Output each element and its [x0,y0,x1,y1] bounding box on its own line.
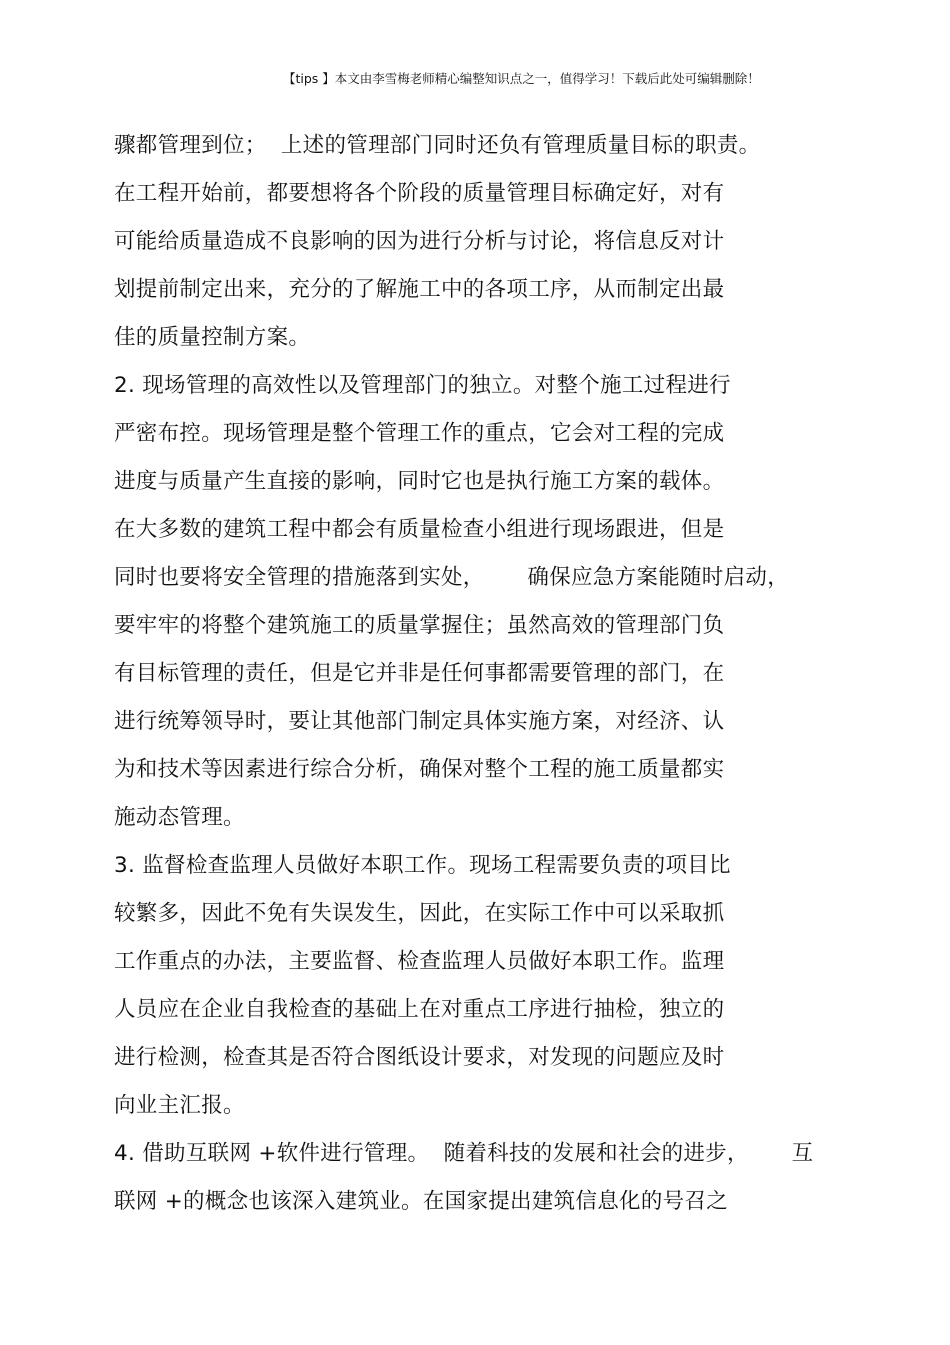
text-line: 4. 借助互联网 +软件进行管理。 随着科技的发展和社会的进步， 互 [114,1141,814,1166]
text-line: 较繁多，因此不免有失误发生，因此，在实际工作中可以采取抓 [114,901,725,926]
text-line: 有目标管理的责任，但是它并非是任何事都需要管理的部门，在 [114,661,725,686]
text-line: 在大多数的建筑工程中都会有质量检查小组进行现场跟进，但是 [114,517,725,542]
text-line: 佳的质量控制方案。 [114,325,311,350]
text-line: 要牢牢的将整个建筑施工的质量掌握住；虽然高效的管理部门负 [114,613,725,638]
text-line: 施动态管理。 [114,805,245,830]
document-body [114,127,874,1231]
text-line: 进行统筹领导时，要让其他部门制定具体实施方案，对经济、认 [114,709,725,734]
text-line: 2. 现场管理的高效性以及管理部门的独立。对整个施工过程进行 [114,373,731,398]
text-line: 骤都管理到位； 上述的管理部门同时还负有管理质量目标的职责。 [114,133,761,158]
text-line: 进度与质量产生直接的影响，同时它也是执行施工方案的载体。 [114,469,725,494]
text-line: 向业主汇报。 [114,1093,245,1118]
text-line: 划提前制定出来，充分的了解施工中的各项工序，从而制定出最 [114,277,725,302]
text-line: 可能给质量造成不良影响的因为进行分析与讨论，将信息反对计 [114,229,725,254]
header-tip: 【tips 】本文由李雪梅老师精心编整知识点之一，值得学习！下载后此处可编辑删除！ [283,71,760,86]
text-line: 3. 监督检查监理人员做好本职工作。现场工程需要负责的项目比 [114,853,731,878]
text-line: 人员应在企业自我检查的基础上在对重点工序进行抽检，独立的 [114,997,725,1022]
text-line: 工作重点的办法，主要监督、检查监理人员做好本职工作。监理 [114,949,725,974]
text-line: 进行检测，检查其是否符合图纸设计要求，对发现的问题应及时 [114,1045,725,1070]
text-line: 严密布控。现场管理是整个管理工作的重点，它会对工程的完成 [114,421,725,446]
text-line: 在工程开始前，都要想将各个阶段的质量管理目标确定好，对有 [114,181,725,206]
text-line: 为和技术等因素进行综合分析，确保对整个工程的施工质量都实 [114,757,725,782]
text-line: 同时也要将安全管理的措施落到实处， 确保应急方案能随时启动， [114,565,790,590]
text-line: 联网 +的概念也该深入建筑业。在国家提出建筑信息化的号召之 [114,1189,729,1214]
